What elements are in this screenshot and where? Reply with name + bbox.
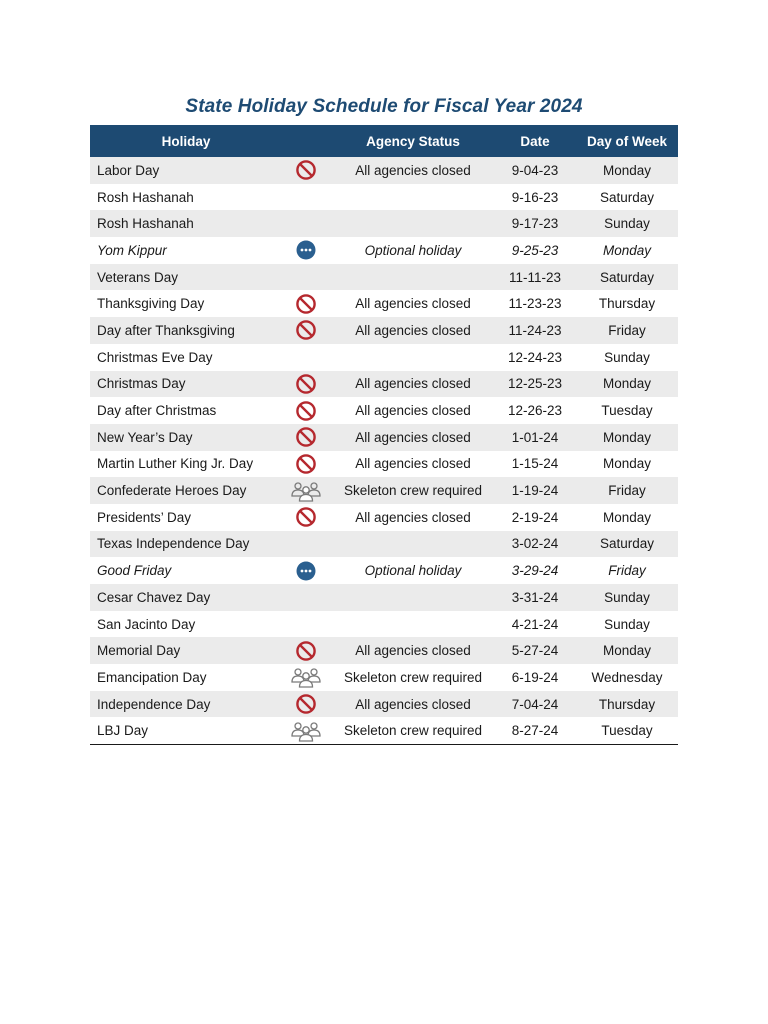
day-of-week: Monday (602, 242, 652, 258)
table-row (90, 584, 678, 611)
status-icon-cell (280, 319, 332, 341)
status-icon-cell (280, 560, 332, 582)
day-of-week: Thursday (598, 296, 656, 312)
table-row (90, 397, 678, 424)
group-icon (289, 720, 323, 742)
table-row (90, 664, 678, 691)
day-of-week: Monday (602, 643, 652, 659)
agency-status: Skeleton crew required (343, 669, 483, 685)
agency-status: All agencies closed (355, 429, 471, 445)
table-row (90, 691, 678, 718)
status-icon-cell (280, 453, 332, 475)
status-icon-cell (280, 426, 332, 448)
group-icon (289, 666, 323, 688)
holiday-date: 7-04-24 (511, 696, 559, 712)
holiday-name: Good Friday (97, 563, 172, 579)
holiday-name: Emancipation Day (97, 669, 207, 685)
holiday-date: 3-31-24 (511, 589, 559, 605)
holiday-name: Cesar Chavez Day (97, 589, 211, 605)
page-title: State Holiday Schedule for Fiscal Year 2024 (185, 96, 583, 117)
holiday-name: Yom Kippur (97, 242, 167, 258)
status-icon-cell (280, 400, 332, 422)
agency-status: All agencies closed (355, 322, 471, 338)
holiday-name: Martin Luther King Jr. Day (97, 456, 254, 472)
status-icon-cell (280, 720, 332, 742)
holiday-name: Rosh Hashanah (97, 189, 194, 205)
holiday-name: LBJ Day (97, 723, 149, 739)
agency-status: Optional holiday (364, 563, 462, 579)
table-row (90, 637, 678, 664)
more-options-icon (295, 560, 317, 582)
agency-status: Skeleton crew required (343, 483, 483, 499)
agency-status: All agencies closed (355, 162, 471, 178)
holiday-name: Memorial Day (97, 643, 181, 659)
table-row (90, 157, 678, 184)
table-body (90, 157, 678, 744)
status-icon-cell (280, 293, 332, 315)
holiday-name: Independence Day (97, 696, 211, 712)
status-icon-cell (280, 506, 332, 528)
group-icon (289, 480, 323, 502)
holiday-name: Christmas Day (97, 376, 186, 392)
holiday-name: Day after Christmas (97, 403, 217, 419)
holiday-date: 12-25-23 (507, 376, 563, 392)
day-of-week: Monday (602, 509, 652, 525)
day-of-week: Sunday (604, 349, 650, 365)
table-row (90, 717, 678, 744)
holiday-date: 6-19-24 (511, 669, 559, 685)
holiday-date: 12-24-23 (507, 349, 563, 365)
day-of-week: Saturday (599, 536, 655, 552)
agency-status: All agencies closed (355, 296, 471, 312)
day-of-week: Saturday (599, 189, 655, 205)
holiday-name: Presidents’ Day (97, 509, 192, 525)
day-of-week: Sunday (604, 589, 650, 605)
holiday-name: New Year’s Day (97, 429, 193, 445)
agency-status: Skeleton crew required (343, 723, 483, 739)
status-icon-cell (280, 239, 332, 261)
no-entry-icon (295, 159, 317, 181)
holiday-date: 9-16-23 (511, 189, 559, 205)
holiday-name: Christmas Eve Day (97, 349, 213, 365)
day-of-week: Tuesday (601, 403, 653, 419)
holiday-date: 2-19-24 (511, 509, 559, 525)
table-row (90, 504, 678, 531)
holiday-name: Confederate Heroes Day (97, 483, 247, 499)
table-row (90, 531, 678, 558)
table-row (90, 477, 678, 504)
holiday-date: 3-02-24 (511, 536, 559, 552)
no-entry-icon (295, 319, 317, 341)
status-icon-cell (280, 666, 332, 688)
holiday-date: 1-15-24 (511, 456, 559, 472)
table-row (90, 184, 678, 211)
holiday-date: 5-27-24 (511, 643, 559, 659)
day-of-week: Monday (602, 162, 652, 178)
header-holiday: Holiday (161, 133, 211, 149)
status-icon-cell (280, 373, 332, 395)
holiday-date: 11-24-23 (508, 322, 562, 338)
day-of-week: Sunday (604, 616, 650, 632)
holiday-date: 9-17-23 (511, 216, 559, 232)
day-of-week: Friday (608, 322, 646, 338)
day-of-week: Wednesday (591, 669, 663, 685)
day-of-week: Friday (608, 483, 646, 499)
holiday-name: Thanksgiving Day (97, 296, 205, 312)
day-of-week: Monday (602, 456, 652, 472)
no-entry-icon (295, 293, 317, 315)
no-entry-icon (295, 426, 317, 448)
holiday-date: 9-04-23 (511, 162, 559, 178)
header-agency-status: Agency Status (366, 133, 460, 149)
holiday-date: 1-01-24 (511, 429, 559, 445)
table-row (90, 317, 678, 344)
holiday-date: 1-19-24 (511, 483, 559, 499)
day-of-week: Tuesday (601, 723, 653, 739)
table-row (90, 237, 678, 264)
status-icon-cell (280, 159, 332, 181)
table-row (90, 371, 678, 398)
holiday-date: 11-23-23 (508, 296, 562, 312)
holiday-date: 9-25-23 (511, 242, 559, 258)
agency-status: All agencies closed (355, 456, 471, 472)
table-header (90, 125, 678, 157)
status-icon-cell (280, 640, 332, 662)
no-entry-icon (295, 453, 317, 475)
agency-status: All agencies closed (355, 696, 471, 712)
no-entry-icon (295, 693, 317, 715)
header-date: Date (520, 133, 550, 149)
table-row (90, 344, 678, 371)
holiday-date: 8-27-24 (511, 723, 559, 739)
table-row (90, 611, 678, 638)
no-entry-icon (295, 506, 317, 528)
holiday-date: 12-26-23 (507, 403, 563, 419)
day-of-week: Saturday (599, 269, 655, 285)
status-icon-cell (280, 480, 332, 502)
holiday-date: 11-11-23 (508, 269, 562, 285)
agency-status: All agencies closed (355, 643, 471, 659)
header-day-of-week: Day of Week (586, 133, 668, 149)
table-row (90, 290, 678, 317)
more-options-icon (295, 239, 317, 261)
status-icon-cell (280, 693, 332, 715)
day-of-week: Thursday (598, 696, 656, 712)
holiday-name: Texas Independence Day (97, 536, 250, 552)
holiday-table (90, 125, 678, 745)
day-of-week: Sunday (604, 216, 650, 232)
table-row (90, 210, 678, 237)
agency-status: All agencies closed (355, 403, 471, 419)
table-row (90, 424, 678, 451)
holiday-name: San Jacinto Day (97, 616, 196, 632)
table-row (90, 451, 678, 478)
agency-status: Optional holiday (364, 242, 462, 258)
holiday-date: 3-29-24 (511, 563, 559, 579)
table-row (90, 264, 678, 291)
day-of-week: Friday (608, 563, 646, 579)
holiday-date: 4-21-24 (511, 616, 559, 632)
holiday-name: Veterans Day (97, 269, 179, 285)
agency-status: All agencies closed (355, 376, 471, 392)
no-entry-icon (295, 400, 317, 422)
holiday-name: Rosh Hashanah (97, 216, 194, 232)
day-of-week: Monday (602, 376, 652, 392)
no-entry-icon (295, 640, 317, 662)
day-of-week: Monday (602, 429, 652, 445)
agency-status: All agencies closed (355, 509, 471, 525)
holiday-name: Labor Day (97, 162, 160, 178)
holiday-name: Day after Thanksgiving (97, 322, 235, 338)
table-row (90, 557, 678, 584)
no-entry-icon (295, 373, 317, 395)
